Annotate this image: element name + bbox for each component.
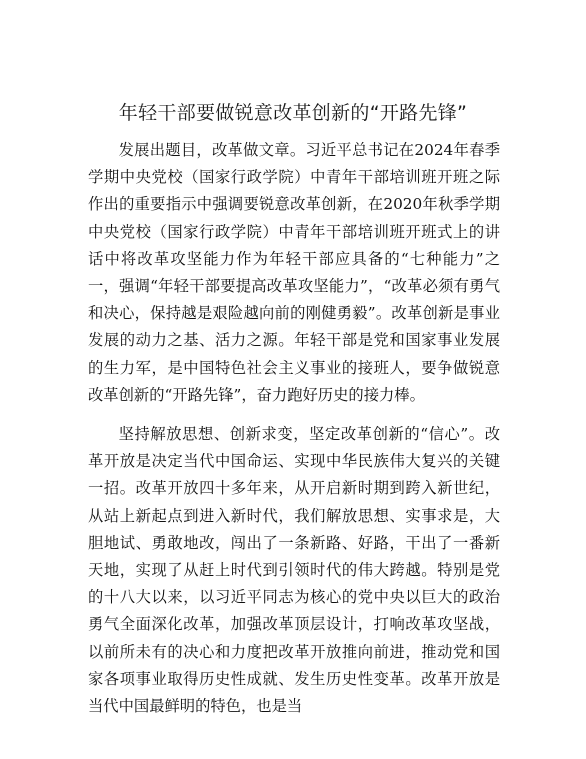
paragraph-1: 发展出题目，改革做文章。习近平总书记在2024年春季学期中央党校（国家行政学院）中青年干部培训班开班之际作出的重要指示中强调要锐意改革创新，在2020年秋季学期中央党校（国家行政学院）中青年干部培训班开班式上的讲话中将改革攻坚能力作为年轻干部应具备的“七种能力”之一，强调“年轻干部要提高改革攻坚能力”，“改革必须有勇气和决心，保持越是艰险越向前的刚健勇毅”。改革创新是事业发展的动力之基、活力之源。年轻干部是党和国家事业发展的生力军，是中国特色社会主义事业的接班人，要争做锐意改革创新的“开路先锋”，奋力跑好历史的接力棒。 [88, 141, 500, 404]
document-title: 年轻干部要做锐意改革创新的“开路先锋” [118, 102, 468, 124]
paragraph-2: 坚持解放思想、创新求变，坚定改革创新的“信心”。改革开放是决定当代中国命运、实现中华民族伟大复兴的关键一招。改革开放四十多年来，从开启新时期到跨入新世纪，从站上新起点到进入新时代，我们解放思想、实事求是，大胆地试、勇敢地改，闯出了一条新路、好路，干出了一番新天地，实现了从赶上时代到引领时代的伟大跨越。特别是党的十八大以来，以习近平同志为核心的党中央以巨大的政治勇气全面深化改革，加强改革顶层设计，打响改革攻坚战，以前所未有的决心和力度把改革开放推向前进，推动党和国家各项事业取得历史性成就、发生历史性变革。改革开放是当代中国最鲜明的特色，也是当 [88, 425, 500, 716]
document-body [88, 137, 500, 720]
